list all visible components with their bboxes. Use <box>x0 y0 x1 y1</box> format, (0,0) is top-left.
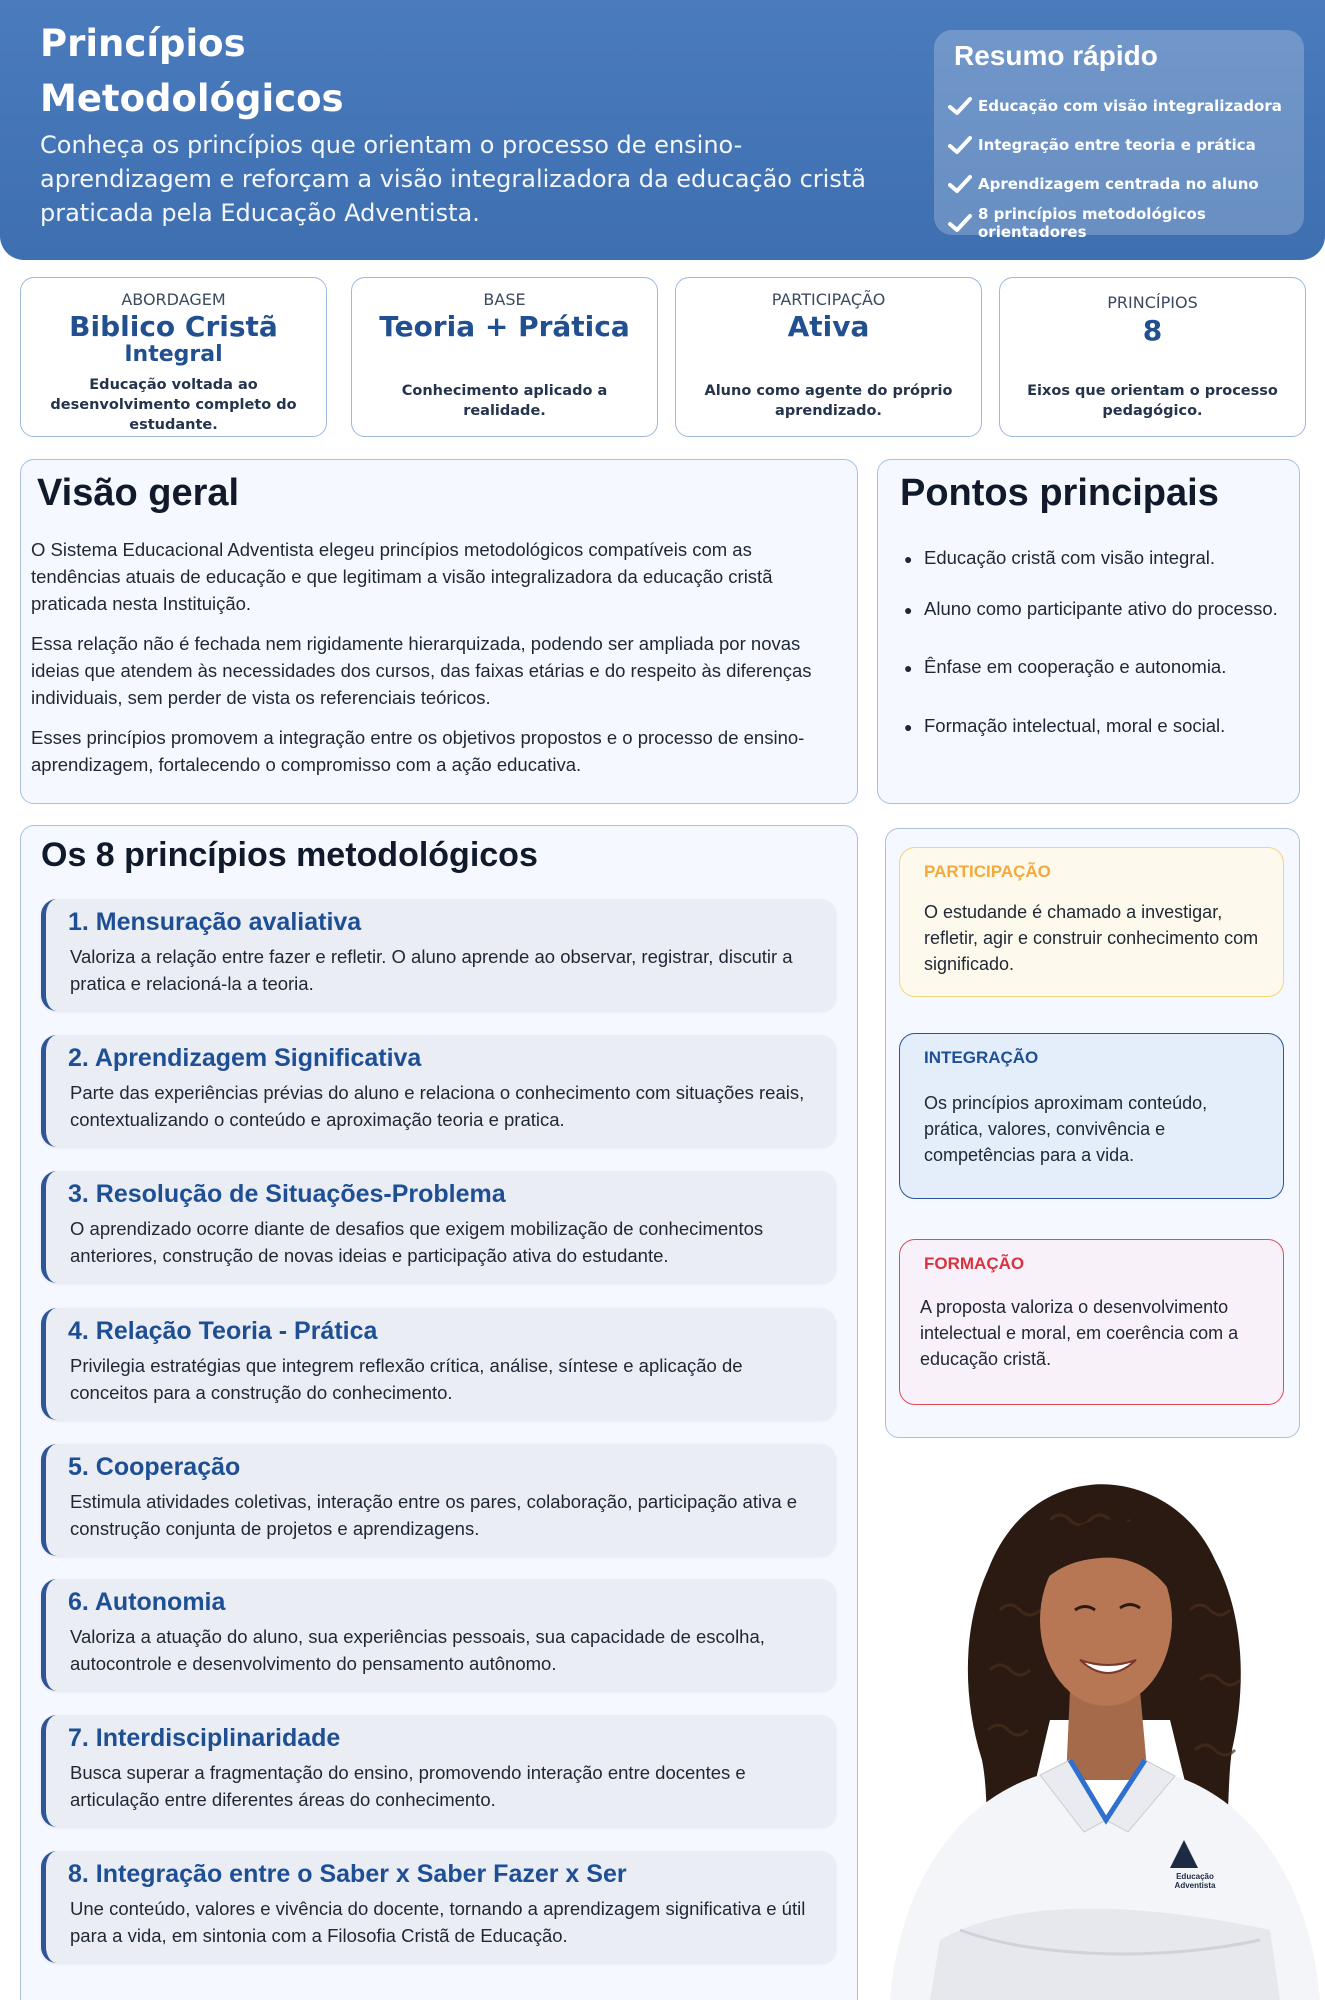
check-icon <box>948 135 978 155</box>
principle-text: Valoriza a atuação do aluno, sua experiências pessoais, sua capacidade de escolha, autocontrole e desenvolvimento do pensamento autônomo. <box>70 1626 765 1674</box>
stat-value: Biblico Cristã <box>69 310 278 343</box>
summary-item <box>948 125 1298 164</box>
stat-description: Aluno como agente do próprio aprendizado. <box>704 383 953 419</box>
principle-text: Privilegia estratégias que integrem reflexão crítica, análise, síntese e aplicação de conceitos para a construção do conhecimento. <box>70 1355 743 1403</box>
stat-description: Conhecimento aplicado a realidade. <box>401 383 608 419</box>
principle-card <box>41 1308 836 1420</box>
bullet-icon: ● <box>904 551 913 567</box>
integration-label: INTEGRAÇÃO <box>924 1048 1039 1067</box>
principle-title: 6. Autonomia <box>68 1588 226 1616</box>
key-points-title: Pontos principais <box>900 472 1219 514</box>
check-icon <box>948 96 978 116</box>
summary-item-text: 8 princípios metodológicos orientadores <box>978 204 1206 241</box>
principle-card <box>41 1171 836 1283</box>
principle-card <box>41 1851 836 1963</box>
principle-text: Busca superar a fragmentação do ensino, promovendo interação entre docentes e articulação entre diferentes áreas do conhecimento. <box>70 1762 746 1810</box>
shirt-logo-text: Educação Adventista <box>1174 1872 1216 1890</box>
stat-description: Educação voltada ao desenvolvimento completo do estudante. <box>50 377 297 433</box>
stat-card-approach <box>20 277 327 437</box>
stat-label: BASE <box>483 290 526 309</box>
key-point-item: ● Formação intelectual, moral e social. <box>904 712 1284 742</box>
key-point-item: ● Ênfase em cooperação e autonomia. <box>904 653 1284 683</box>
summary-item-text: Educação com visão integralizadora <box>978 96 1282 115</box>
summary-item <box>948 164 1298 203</box>
principle-card <box>41 899 836 1011</box>
stat-card-participation <box>675 277 982 437</box>
overview-panel <box>20 459 858 804</box>
stat-label: ABORDAGEM <box>121 290 226 309</box>
student-photo <box>870 1460 1325 2000</box>
stat-value: Teoria + Prática <box>379 310 630 343</box>
bullet-icon: ● <box>904 719 913 735</box>
quick-summary-box <box>934 30 1304 241</box>
formation-card <box>899 1239 1284 1405</box>
principle-title: 1. Mensuração avaliativa <box>68 908 362 936</box>
integration-text: Os princípios aproximam conteúdo, prática, valores, convivência e competências para a vida. <box>924 1093 1208 1165</box>
stat-label: PARTICIPAÇÃO <box>771 290 886 309</box>
stat-value: Ativa <box>787 310 870 343</box>
principle-text: Estimula atividades coletivas, interação entre os pares, colaboração, participação ativa e construção conjunta de projetos e aprendizagens. <box>70 1491 798 1539</box>
overview-title: Visão geral <box>37 472 240 514</box>
overview-paragraph: Essa relação não é fechada nem rigidamente hierarquizada, podendo ser ampliada por novas ideias que atendem às necessidades dos cursos, das faixas etárias e do respeito às diferenças individuais, sem perder de vista os referenciais teóricos. <box>31 633 812 708</box>
principle-text: O aprendizado ocorre diante de desafios que exigem mobilização de conhecimentos anteriores, construção de novas ideias e participação ativa do estudante. <box>70 1218 764 1266</box>
quick-summary-list <box>948 86 1298 242</box>
stat-value-secondary: Integral <box>124 342 223 367</box>
stat-label: PRINCÍPIOS <box>1107 293 1198 312</box>
principle-card <box>41 1035 836 1147</box>
participation-label: PARTICIPAÇÃO <box>924 862 1051 881</box>
principle-title: 5. Cooperação <box>68 1453 241 1481</box>
principle-title: 3. Resolução de Situações-Problema <box>68 1180 506 1208</box>
principle-title: 4. Relação Teoria - Prática <box>68 1317 378 1345</box>
formation-label: FORMAÇÃO <box>924 1254 1025 1273</box>
page-subtitle: Conheça os princípios que orientam o processo de ensino-aprendizagem e reforçam a visão integralizadora da educação cristã praticada pela Educação Adventista. <box>40 131 866 227</box>
principle-card <box>41 1444 836 1556</box>
principle-card <box>41 1715 836 1827</box>
principle-text: Valoriza a relação entre fazer e refletir. O aluno aprende ao observar, registrar, discutir a pratica e relacioná-la a teoria. <box>70 946 793 994</box>
principle-title: 7. Interdisciplinaridade <box>68 1724 341 1752</box>
participation-text: O estudande é chamado a investigar, refletir, agir e construir conhecimento com significado. <box>924 902 1259 974</box>
principle-text: Parte das experiências prévias do aluno e relaciona o conhecimento com situações reais, contextualizando o conteúdo e aproximação teoria e pratica. <box>70 1082 805 1130</box>
overview-text <box>31 536 841 791</box>
stat-card-base <box>351 277 658 437</box>
bullet-icon: ● <box>904 660 913 676</box>
overview-paragraph: O Sistema Educacional Adventista elegeu princípios metodológicos compatíveis com as tendências atuais de educação e que legitimam a visão integralizadora da educação cristã praticada nesta Instituição. <box>31 539 773 614</box>
principle-title: 8. Integração entre o Saber x Saber Fazer x Ser <box>68 1860 627 1888</box>
header-banner <box>0 0 1325 260</box>
summary-item <box>948 203 1298 242</box>
quick-summary-title: Resumo rápido <box>954 40 1158 71</box>
key-points-panel <box>877 459 1300 804</box>
overview-paragraph: Esses princípios promovem a integração entre os objetivos propostos e o processo de ensino-aprendizagem, fortalecendo o compromisso com a ação educativa. <box>31 727 805 775</box>
check-icon <box>948 174 978 194</box>
summary-item-text: Aprendizagem centrada no aluno <box>978 174 1259 193</box>
principles-title: Os 8 princípios metodológicos <box>41 836 538 874</box>
page-title: Princípios Metodológicos <box>40 22 344 120</box>
key-point-item: ● Educação cristã com visão integral. <box>904 544 1284 574</box>
bullet-icon: ● <box>904 602 913 618</box>
stat-card-principles <box>999 277 1306 437</box>
principle-title: 2. Aprendizagem Significativa <box>68 1044 422 1072</box>
principle-card <box>41 1579 836 1691</box>
principles-panel <box>20 825 858 2000</box>
key-point-item: ● Aluno como participante ativo do processo. <box>904 595 1284 625</box>
participation-card <box>899 847 1284 997</box>
stat-value: 8 <box>1142 314 1163 347</box>
stat-description: Eixos que orientam o processo pedagógico. <box>1027 383 1278 419</box>
check-icon <box>948 213 978 233</box>
formation-text: A proposta valoriza o desenvolvimento intelectual e moral, em coerência com a educação cristã. <box>920 1297 1239 1369</box>
highlights-panel <box>885 828 1300 1438</box>
principle-text: Une conteúdo, valores e vivência do docente, tornando a aprendizagem significativa e útil para a vida, em sintonia com a Filosofia Cristã de Educação. <box>70 1898 806 1946</box>
summary-item-text: Integração entre teoria e prática <box>978 135 1256 154</box>
summary-item <box>948 86 1298 125</box>
key-points-list <box>904 544 1284 742</box>
integration-card <box>899 1033 1284 1199</box>
